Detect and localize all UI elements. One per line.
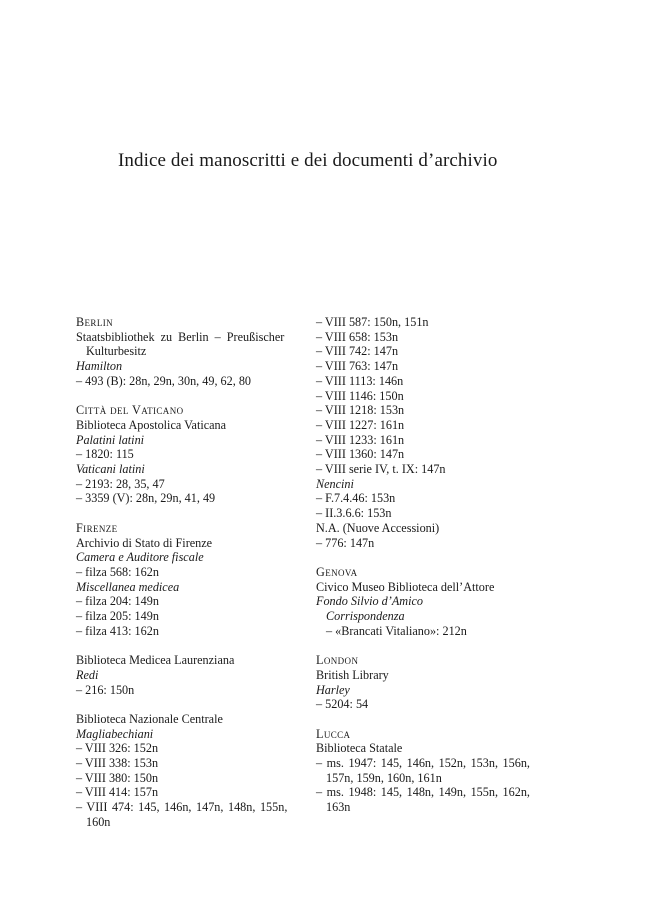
index-entry: – VIII 338: 153n [76, 756, 159, 771]
index-entry: – VIII 1227: 161n [316, 417, 405, 432]
city-heading-london: London [316, 653, 359, 668]
index-entry: – VIII 587: 150n, 151n [316, 315, 429, 329]
index-entry: – 5204: 54 [316, 697, 369, 712]
fund-name: Vaticani latini [76, 462, 145, 477]
index-entry: – VIII 742: 147n [316, 344, 399, 359]
library-name-continued: Kulturbesitz [86, 344, 147, 359]
index-entry: – filza 205: 149n [76, 609, 159, 624]
fund-name: Palatini latini [76, 432, 145, 447]
city-heading-lucca: Lucca [316, 726, 351, 741]
left-column [76, 315, 298, 830]
index-entry: – ms. 1947: 145, 146n, 152n, 153n, 156n, [316, 756, 530, 771]
index-entry: – 776: 147n [316, 535, 375, 550]
city-heading-genova: Genova [316, 564, 358, 579]
index-entry: – VIII 380: 150n [76, 770, 159, 785]
fund-name: Hamilton [76, 359, 123, 374]
fund-name: Harley [316, 682, 350, 697]
index-entry: – filza 413: 162n [76, 623, 159, 638]
index-entry: – VIII 1218: 153n [316, 403, 405, 418]
library-name: Biblioteca Medicea Laurenziana [76, 653, 235, 668]
index-entry: – 2193: 28, 35, 47 [76, 476, 165, 491]
library-name: Civico Museo Biblioteca dell’Attore [316, 579, 495, 594]
index-entry: – VIII 326: 152n [76, 741, 159, 756]
index-entry: – 1820: 115 [76, 447, 134, 462]
fund-name: Nencini [316, 476, 354, 491]
index-entry: – II.3.6.6: 153n [316, 506, 392, 521]
index-entry: – VIII 414: 157n [76, 785, 159, 800]
index-entry: – 216: 150n [76, 682, 135, 697]
fund-name: Camera e Auditore fiscale [76, 550, 204, 565]
index-entry: – VIII 763: 147n [316, 359, 399, 374]
fund-name: N.A. (Nuove Accessioni) [316, 520, 440, 535]
index-entry-continued: 163n [326, 800, 351, 815]
library-name: Biblioteca Apostolica Vaticana [76, 417, 227, 432]
library-name: Staatsbibliothek zu Berlin – Preußischer [76, 329, 285, 344]
library-name: Biblioteca Statale [316, 741, 403, 756]
index-entry: – 493 (B): 28n, 29n, 30n, 49, 62, 80 [76, 373, 252, 388]
library-name: Biblioteca Nazionale Centrale [76, 711, 223, 726]
library-name: Archivio di Stato di Firenze [76, 535, 213, 550]
library-name: British Library [316, 667, 389, 682]
index-entry: – F.7.4.46: 153n [316, 491, 396, 506]
city-heading-berlin: Berlin [76, 315, 114, 329]
index-entry: – 3359 (V): 28n, 29n, 41, 49 [76, 491, 216, 506]
index-entry: – VIII 1113: 146n [316, 373, 404, 388]
index-entry: – filza 568: 162n [76, 564, 159, 579]
city-heading-firenze: Firenze [76, 520, 118, 535]
index-entry: – «Brancati Vitaliano»: 212n [326, 623, 467, 638]
fund-name: Miscellanea medicea [76, 579, 180, 594]
fund-name: Fondo Silvio d’Amico [316, 594, 423, 609]
index-entry: – ms. 1948: 145, 148n, 149n, 155n, 162n, [316, 785, 530, 800]
index-entry: – VIII 1146: 150n [316, 388, 404, 403]
page-title: Indice dei manoscritti e dei documenti d’archivio [118, 150, 498, 171]
right-column [316, 315, 538, 815]
index-entry-continued: 157n, 159n, 160n, 161n [326, 770, 442, 785]
index-entry-continued: 160n [86, 814, 111, 829]
city-heading-vaticano: Città del Vaticano [76, 403, 184, 418]
fund-name: Redi [76, 667, 99, 682]
index-entry: – VIII 474: 145, 146n, 147n, 148n, 155n, [76, 800, 288, 815]
fund-name: Magliabechiani [76, 726, 154, 741]
index-entry: – VIII 658: 153n [316, 329, 399, 344]
sub-fund-name: Corrispondenza [326, 609, 405, 624]
index-entry: – filza 204: 149n [76, 594, 159, 609]
index-entry: – VIII 1233: 161n [316, 432, 405, 447]
index-entry: – VIII 1360: 147n [316, 447, 405, 462]
index-entry: – VIII serie IV, t. IX: 147n [316, 462, 446, 477]
